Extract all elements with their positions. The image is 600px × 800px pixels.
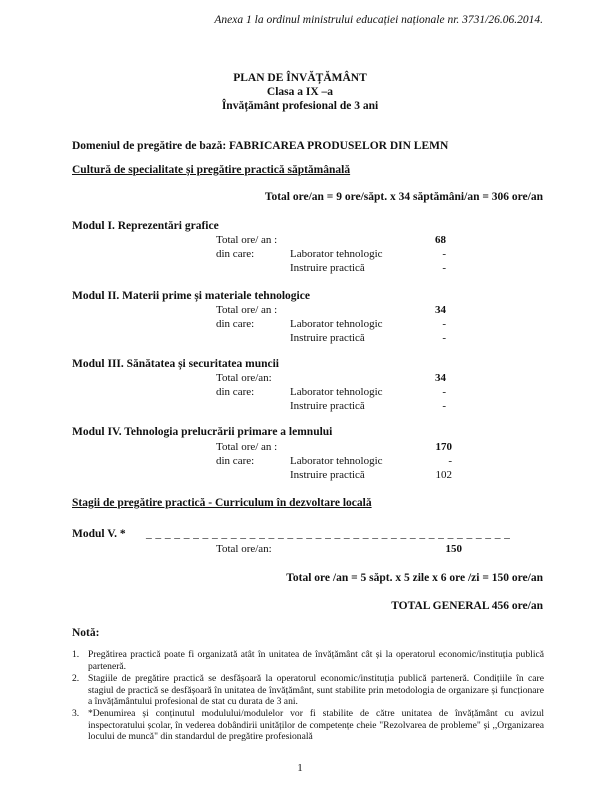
total-general: TOTAL GENERAL 456 ore/an bbox=[391, 600, 543, 612]
note-number: 2. bbox=[72, 673, 80, 684]
module-1-instr-label: Instruire practică bbox=[290, 262, 365, 274]
module-1-total-label: Total ore/ an : bbox=[216, 234, 278, 246]
page-number: 1 bbox=[297, 762, 303, 774]
notes-title: Notă: bbox=[72, 627, 100, 639]
module-5-total-value: 150 bbox=[445, 543, 462, 555]
module-1-lab-label: Laborator tehnologic bbox=[290, 248, 383, 260]
module-4-lab-value: - bbox=[448, 455, 452, 467]
module-1-din-care: din care: bbox=[216, 248, 255, 260]
module-4-total-label: Total ore/ an : bbox=[216, 441, 278, 453]
note-number: 3. bbox=[72, 708, 80, 719]
module-4-lab-label: Laborator tehnologic bbox=[290, 455, 383, 467]
note-item bbox=[72, 673, 544, 708]
education-type-title: Învățământ profesional de 3 ani bbox=[221, 100, 379, 112]
module-3-instr-label: Instruire practică bbox=[290, 400, 365, 412]
module-4-din-care: din care: bbox=[216, 455, 255, 467]
module-2-instr-value: - bbox=[442, 332, 446, 344]
module-1-name: Modul I. Reprezentări grafice bbox=[72, 220, 219, 232]
module-3-name: Modul III. Sănătatea și securitatea muncii bbox=[72, 358, 279, 370]
module-2-lab-label: Laborator tehnologic bbox=[290, 318, 383, 330]
module-2-din-care: din care: bbox=[216, 318, 255, 330]
class-title: Clasa a IX –a bbox=[266, 86, 334, 98]
module-5-total-label: Total ore/an: bbox=[216, 543, 272, 555]
note-item bbox=[72, 649, 544, 672]
note-text: *Denumirea și conținutul modulului/modulelor vor fi stabilite de către unitatea de învățământ cu avizul inspectoratului școlar, în vederea dobândirii unităților de competențe cheie "Rezolvarea de probleme" și ,,Organizarea locului de muncă" din standardul de pregătire profesională bbox=[88, 708, 544, 743]
module-1-total-value: 68 bbox=[435, 234, 446, 246]
module-4-name: Modul IV. Tehnologia prelucrării primare a lemnului bbox=[72, 426, 333, 438]
note-text: Pregătirea practică poate fi organizată atât în unitatea de învățământ cât și la operatorul economic/instituția publică parteneră. bbox=[88, 649, 544, 672]
total-internship-line: Total ore /an = 5 săpt. x 5 zile x 6 ore /zi = 150 ore/an bbox=[286, 572, 543, 584]
module-1-lab-value: - bbox=[442, 248, 446, 260]
note-text: Stagiile de pregătire practică se desfășoară la operatorul economic/instituția publică parteneră. Condițiile în care stagiul de practică se desfășoară în unitatea de învățământ, sunt stabilite prin metodologia de organizare și funcționare a învățământului profesional de stat cu durata de 3 ani. bbox=[88, 673, 544, 708]
module-2-total-label: Total ore/ an : bbox=[216, 304, 278, 316]
module-2-lab-value: - bbox=[442, 318, 446, 330]
module-3-total-value: 34 bbox=[435, 372, 446, 384]
module-4-total-value: 170 bbox=[435, 441, 452, 453]
total-hours-line: Total ore/an = 9 ore/săpt. x 34 săptămâni/an = 306 ore/an bbox=[264, 191, 543, 203]
module-2-name: Modul II. Materii prime și materiale tehnologice bbox=[72, 290, 310, 302]
module-3-instr-value: - bbox=[442, 400, 446, 412]
module-3-lab-label: Laborator tehnologic bbox=[290, 386, 383, 398]
module-5-name: Modul V. * bbox=[72, 528, 126, 540]
module-5-placeholder-dashes: _ _ _ _ _ _ _ _ _ _ _ _ _ _ _ _ _ _ _ _ _ _ _ _ _ _ _ _ _ _ _ _ _ _ _ _ _ _ _ bbox=[146, 528, 511, 540]
plan-title: PLAN DE ÎNVĂȚĂMÂNT bbox=[233, 72, 367, 84]
note-number: 1. bbox=[72, 649, 80, 660]
module-2-total-value: 34 bbox=[435, 304, 446, 316]
module-3-din-care: din care: bbox=[216, 386, 255, 398]
module-3-lab-value: - bbox=[442, 386, 446, 398]
header-note: Anexa 1 la ordinul ministrului educației naționale nr. 3731/26.06.2014. bbox=[214, 14, 543, 26]
section-internship-title: Stagii de pregătire practică - Curriculum în dezvoltare locală bbox=[72, 497, 372, 509]
section-specialty-title: Cultură de specialitate și pregătire practică săptămânală bbox=[72, 164, 351, 176]
module-2-instr-label: Instruire practică bbox=[290, 332, 365, 344]
domain-line: Domeniul de pregătire de bază: FABRICAREA PRODUSELOR DIN LEMN bbox=[72, 140, 449, 152]
note-item bbox=[72, 708, 544, 743]
module-3-total-label: Total ore/an: bbox=[216, 372, 272, 384]
module-4-instr-label: Instruire practică bbox=[290, 469, 365, 481]
module-1-instr-value: - bbox=[442, 262, 446, 274]
module-4-instr-value: 102 bbox=[435, 469, 452, 481]
